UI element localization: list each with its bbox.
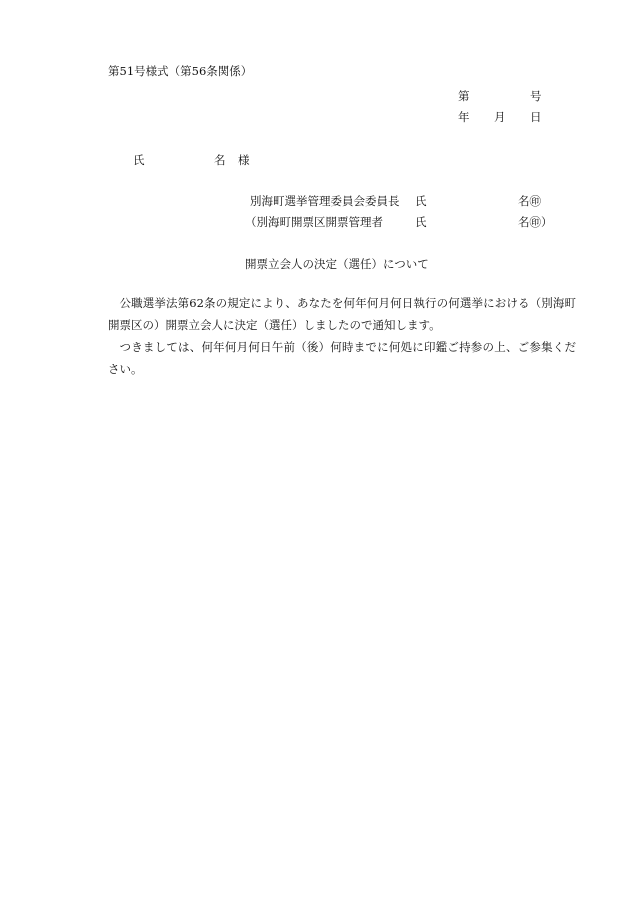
- date-month: 月: [494, 110, 506, 124]
- sender-title-1: 別海町選挙管理委員会委員長: [250, 194, 400, 208]
- sender-mei-seal-2: 名㊞）: [518, 215, 553, 229]
- sender-mei-seal-1: 名㊞: [518, 194, 541, 208]
- subject-heading: 開票立会人の決定（選任）について: [245, 257, 429, 271]
- sender-shi-1: 氏: [415, 194, 427, 208]
- doc-number-dai: 第: [458, 89, 470, 103]
- date-year: 年: [458, 110, 470, 124]
- recipient-shi: 氏: [133, 153, 145, 167]
- body-paragraph-2: つきましては、何年何月何日午前（後）何時までに何処に印鑑ご持参の上、ご参集ください。: [108, 340, 576, 376]
- doc-number-go: 号: [530, 89, 542, 103]
- body-paragraph-1: 公職選挙法第62条の規定により、あなたを何年何月何日執行の何選挙における（別海町開票区の）開票立会人に決定（選任）しましたので通知します。: [108, 296, 576, 332]
- sender-shi-2: 氏: [415, 215, 427, 229]
- recipient-mei: 名: [214, 153, 226, 167]
- sender-title-2: （別海町開票区開票管理者: [245, 215, 383, 229]
- form-number: 第51号様式（第56条関係）: [108, 64, 253, 78]
- recipient-sama: 様: [238, 153, 250, 167]
- date-day: 日: [530, 110, 542, 124]
